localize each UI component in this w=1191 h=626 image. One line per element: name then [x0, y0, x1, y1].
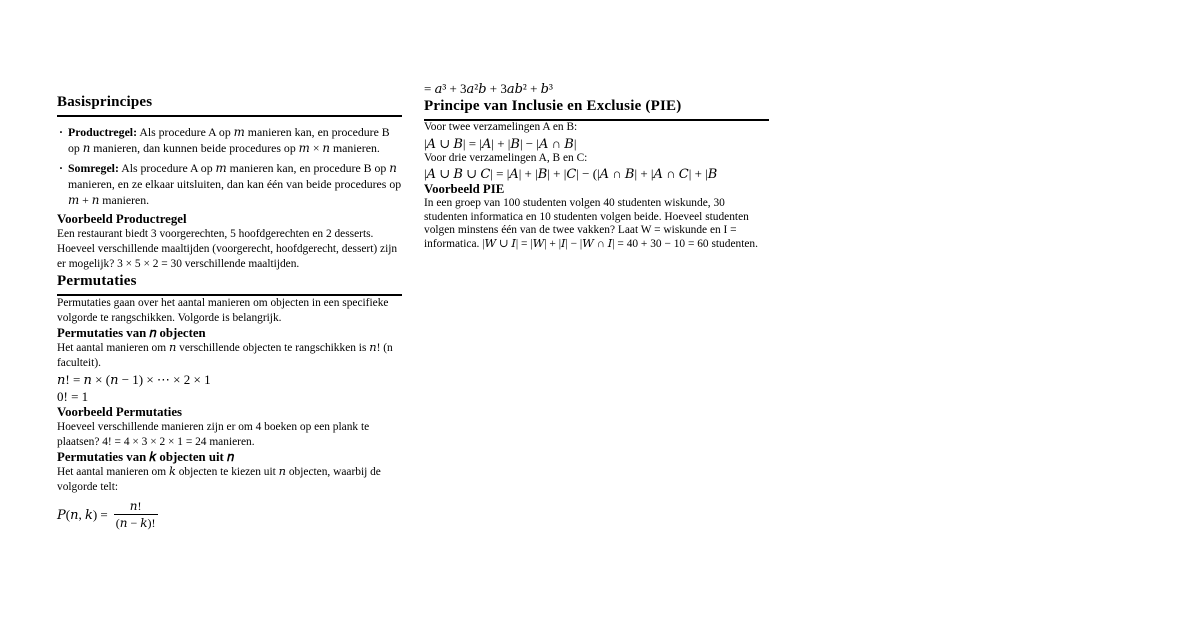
fraction-numerator: 𝑛!	[114, 499, 158, 515]
bullet-text: Als procedure A op 𝑚 manieren kan, en procedure B op 𝑛 manieren, dan kunnen beide procedures op 𝑚 × 𝑛 manieren.	[68, 125, 390, 155]
basisprincipes-bullet-list	[57, 124, 402, 208]
paragraph-permutaties-k-uit-n: Het aantal manieren om 𝑘 objecten te kiezen uit 𝑛 objecten, waarbij de volgorde telt:	[57, 466, 381, 493]
left-column	[57, 93, 402, 530]
formula-zero-factorial: 0! = 1	[57, 389, 89, 404]
bullet-icon: ·	[59, 125, 63, 139]
bullet-item-productregel	[57, 124, 402, 156]
heading-pie: Principe van Inclusie en Exclusie (PIE)	[424, 97, 769, 121]
bullet-label: Somregel:	[68, 161, 119, 175]
subheading-voorbeeld-pie: Voorbeeld PIE	[424, 182, 505, 197]
paragraph-voorbeeld-productregel: Een restaurant biedt 3 voorgerechten, 5 hoofdgerechten en 2 desserts. Hoeveel verschillende maaltijden (voorgerecht, hoofdgerecht, dessert) zijn er mogelijk? 3 × 5 × 2 = 30 verschillende maaltijden.	[57, 228, 398, 270]
paragraph-permutaties-intro: Permutaties gaan over het aantal manieren om objecten in een specifieke volgorde te rangschikken. Volgorde is belangrijk.	[57, 297, 389, 324]
bullet-text: Als procedure A op 𝑚 manieren kan, en procedure B op 𝑛 manieren, en ze elkaar uitsluiten, dan kan één van beide procedures op 𝑚 + 𝑛 manieren.	[68, 161, 402, 207]
subheading-permutaties-van-n: Permutaties van 𝑛 objecten	[57, 326, 206, 340]
formula-three-sets: |𝐴 ∪ 𝐵 ∪ 𝐶| = |𝐴| + |𝐵| + |𝐶| − (|𝐴 ∩ 𝐵| + |𝐴 ∩ 𝐶| + |𝐵	[424, 166, 718, 182]
fraction	[114, 499, 158, 530]
subheading-voorbeeld-productregel: Voorbeeld Productregel	[57, 212, 187, 226]
paragraph-voorbeeld-pie: In een groep van 100 studenten volgen 40 studenten wiskunde, 30 studenten informatica en 10 studenten volgen beide. Hoeveel studenten volgen minstens één van de twee vakken? Laat W = wiskunde en I = informatica. |𝑊 ∪ 𝐼| = |𝑊| + |𝐼| − |𝑊 ∩ 𝐼| = 40 + 30 − 10 = 60 studenten.	[424, 197, 758, 250]
bullet-item-somregel	[57, 160, 402, 208]
bullet-label: Productregel:	[68, 125, 138, 139]
formula-permutation-k-of-n	[57, 499, 402, 530]
paragraph-permutaties-van-n: Het aantal manieren om 𝑛 verschillende objecten te rangschikken is 𝑛! (n faculteit).	[57, 342, 393, 369]
heading-permutaties: Permutaties	[57, 272, 402, 296]
subheading-voorbeeld-permutaties: Voorbeeld Permutaties	[57, 405, 182, 419]
formula-n-factorial: 𝑛! = 𝑛 × (𝑛 − 1) × ⋯ × 2 × 1	[57, 372, 211, 387]
subheading-permutaties-k-uit-n: Permutaties van 𝑘 objecten uit 𝑛	[57, 450, 234, 464]
formula-binomial-tail: = 𝑎³ + 3𝑎²𝑏 + 3𝑎𝑏² + 𝑏³	[424, 81, 553, 96]
fraction-lhs: 𝑃(𝑛, 𝑘) =	[57, 506, 108, 522]
fraction-denominator: (𝑛 − 𝑘)!	[115, 516, 156, 530]
label-three-sets: Voor drie verzamelingen A, B en C:	[424, 151, 588, 164]
paragraph-voorbeeld-permutaties: Hoeveel verschillende manieren zijn er om 4 boeken op een plank te plaatsen? 4! = 4 × 3 × 2 × 1 = 24 manieren.	[57, 421, 370, 448]
label-two-sets: Voor twee verzamelingen A en B:	[424, 121, 578, 133]
heading-basisprincipes: Basisprincipes	[57, 93, 402, 117]
right-column	[424, 80, 769, 252]
formula-two-sets: |𝐴 ∪ 𝐵| = |𝐴| + |𝐵| − |𝐴 ∩ 𝐵|	[424, 135, 577, 151]
bullet-icon: ·	[59, 161, 63, 175]
